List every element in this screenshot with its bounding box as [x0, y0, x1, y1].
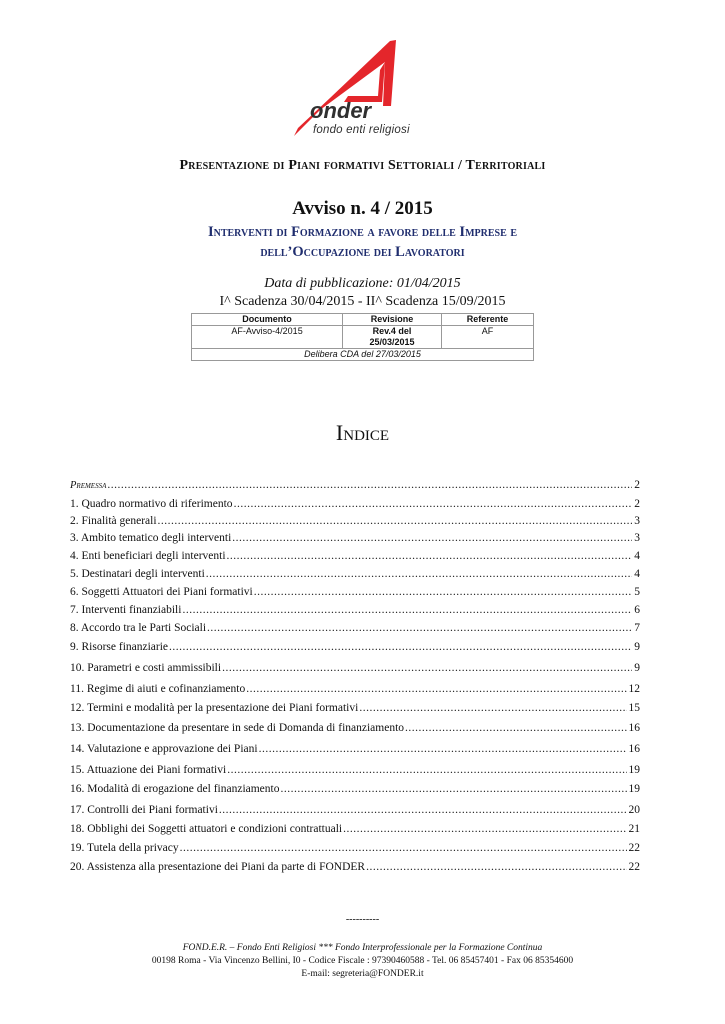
toc-entry-label: 3. Ambito tematico degli interventi: [70, 532, 232, 544]
toc-entry[interactable]: [70, 763, 640, 778]
toc-entry[interactable]: [70, 549, 640, 564]
toc-entry[interactable]: [70, 497, 640, 512]
toc-entry-label: 9. Risorse finanziarie: [70, 641, 169, 653]
toc-entry-label: 17. Controlli dei Piani formativi: [70, 804, 218, 816]
toc-entry-page: 16: [628, 722, 640, 734]
toc-entry[interactable]: [70, 640, 640, 655]
toc-entry[interactable]: [70, 603, 640, 618]
logo-wordmark: onder: [310, 98, 372, 123]
toc-entry-page: 15: [628, 702, 640, 714]
toc-entry-label: 5. Destinatari degli interventi: [70, 568, 205, 580]
toc-leader-dots: [169, 640, 632, 655]
toc-leader-dots: [180, 841, 627, 856]
toc-entry[interactable]: [70, 682, 640, 697]
toc-leader-dots: [280, 782, 626, 797]
footer-line-3: E-mail: segreteria@FONDER.it: [301, 969, 424, 979]
toc-entry-label: 13. Documentazione da presentare in sede di Domanda di finanziamento: [70, 722, 405, 734]
toc-entry-page: 9: [634, 662, 640, 674]
toc-entry-label: 14. Valutazione e approvazione dei Piani: [70, 743, 258, 755]
toc-entry-page: 5: [634, 586, 640, 598]
toc-leader-dots: [232, 531, 632, 546]
toc-entry-label: 1. Quadro normativo di riferimento: [70, 498, 233, 510]
toc-leader-dots: [254, 585, 633, 600]
toc-entry-label: 16. Modalità di erogazione del finanziamento: [70, 783, 280, 795]
toc-leader-dots: [234, 497, 633, 512]
toc-entry-page: 3: [634, 515, 640, 527]
toc-entry[interactable]: [70, 803, 640, 818]
toc-entry-page: 4: [634, 568, 640, 580]
toc-entry-label: 7. Interventi finanziabili: [70, 604, 182, 616]
toc-leader-dots: [405, 721, 626, 736]
toc-leader-dots: [206, 567, 632, 582]
toc-entry-label: 11. Regime di aiuti e cofinanziamento: [70, 683, 246, 695]
cell-referente: AF: [442, 326, 534, 349]
subtitle-line-1: Interventi di Formazione a favore delle Imprese e: [207, 224, 518, 240]
toc-entry[interactable]: [70, 721, 640, 736]
toc-entry-label: 6. Soggetti Attuatori dei Piani formativi: [70, 586, 253, 598]
toc-entry-page: 16: [628, 743, 640, 755]
toc-entry-page: 3: [634, 532, 640, 544]
toc-entry-label: 8. Accordo tra le Parti Sociali: [70, 622, 207, 634]
footer-line-1: FOND.E.R. – Fondo Enti Religiosi *** Fondo Interprofessionale per la Formazione Continua: [182, 943, 543, 953]
toc-entry[interactable]: [70, 661, 640, 676]
table-footer-row: [192, 349, 534, 361]
publication-date: Data di pubblicazione: 01/04/2015: [264, 276, 461, 291]
deadlines: I^ Scadenza 30/04/2015 - II^ Scadenza 15/09/2015: [219, 294, 506, 309]
toc-entry[interactable]: [70, 841, 640, 856]
toc-leader-dots: [158, 514, 633, 529]
toc-leader-dots: [246, 682, 626, 697]
toc-entry-label: 20. Assistenza alla presentazione dei Piani da parte di FONDER: [70, 861, 366, 873]
toc-leader-dots: [207, 621, 632, 636]
toc-leader-dots: [366, 860, 626, 875]
footer-line-2: 00198 Roma - Via Vincenzo Bellini, I0 - Codice Fiscale : 97390460588 - Tel. 06 85457401 - Fax 06 85354600: [151, 956, 574, 966]
toc-entry[interactable]: [70, 621, 640, 636]
footer-separator: ----------: [345, 914, 380, 925]
toc-leader-dots: [227, 763, 626, 778]
toc-entry-label: 18. Obblighi dei Soggetti attuatori e condizioni contrattuali: [70, 823, 343, 835]
header-referente: Referente: [442, 314, 534, 326]
toc-entry[interactable]: [70, 701, 640, 716]
document-title: Presentazione di Piani formativi Settoriali / Territoriali: [179, 158, 546, 173]
toc-entry-page: 20: [628, 804, 640, 816]
toc-entry[interactable]: [70, 782, 640, 797]
toc-entry[interactable]: [70, 531, 640, 546]
index-heading: Indice: [335, 420, 390, 445]
toc-entry-page: 19: [628, 783, 640, 795]
toc-entry[interactable]: [70, 585, 640, 600]
cell-documento: AF-Avviso-4/2015: [192, 326, 343, 349]
avviso-subtitle: [0, 222, 725, 262]
toc-entry-label: 4. Enti beneficiari degli interventi: [70, 550, 226, 562]
toc-entry-label: 19. Tutela della privacy: [70, 842, 179, 854]
toc-entry-page: 12: [628, 683, 640, 695]
toc-entry-page: 21: [628, 823, 640, 835]
toc-entry[interactable]: [70, 514, 640, 529]
toc-entry-page: 4: [634, 550, 640, 562]
header-documento: Documento: [192, 314, 343, 326]
toc-entry-label: Premessa: [70, 480, 107, 491]
cell-revisione: Rev.4 del 25/03/2015: [343, 326, 442, 349]
header-revisione: Revisione: [343, 314, 442, 326]
toc-entry-page: 22: [628, 842, 640, 854]
toc-leader-dots: [222, 661, 632, 676]
toc-leader-dots: [359, 701, 626, 716]
toc-entry-page: 2: [634, 498, 640, 510]
toc-entry-page: 6: [634, 604, 640, 616]
subtitle-line-2: dell’Occupazione dei Lavoratori: [260, 244, 465, 260]
toc-entry[interactable]: [70, 822, 640, 837]
toc-leader-dots: [343, 822, 626, 837]
toc-entry[interactable]: [70, 860, 640, 875]
toc-entry-page: 19: [628, 764, 640, 776]
toc-entry[interactable]: [70, 478, 640, 493]
toc-entry-page: 9: [634, 641, 640, 653]
toc-leader-dots: [227, 549, 633, 564]
toc-entry[interactable]: [70, 742, 640, 757]
toc-entry-page: 22: [628, 861, 640, 873]
toc-leader-dots: [219, 803, 627, 818]
toc-entry-label: 10. Parametri e costi ammissibili: [70, 662, 222, 674]
logo-tagline: fondo enti religiosi: [313, 124, 410, 136]
toc-entry-label: 15. Attuazione dei Piani formativi: [70, 764, 227, 776]
document-info-table: [191, 313, 534, 361]
delibera-cell: Delibera CDA del 27/03/2015: [192, 349, 534, 361]
avviso-number: Avviso n. 4 / 2015: [292, 198, 433, 219]
toc-leader-dots: [182, 603, 632, 618]
toc-leader-dots: [107, 478, 632, 493]
toc-entry-label: 12. Termini e modalità per la presentazione dei Piani formativi: [70, 702, 359, 714]
toc-entry-label: 2. Finalità generali: [70, 515, 157, 527]
toc-entry-page: 7: [634, 622, 640, 634]
table-row: [192, 326, 534, 349]
toc-entry[interactable]: [70, 567, 640, 582]
table-header-row: [192, 314, 534, 326]
toc-leader-dots: [259, 742, 627, 757]
toc-entry-page: 2: [634, 479, 640, 491]
